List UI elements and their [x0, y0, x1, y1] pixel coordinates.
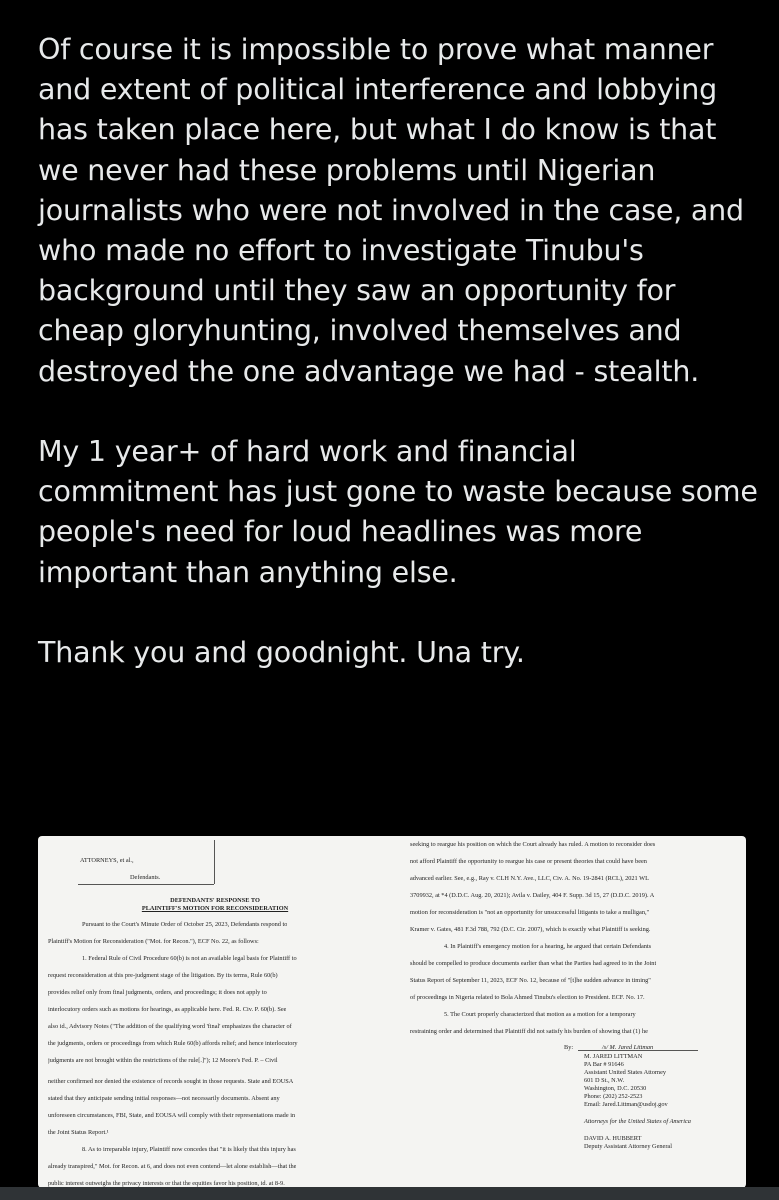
- doc-line: Plaintiff's Motion for Reconsideration ("Mot. for Recon."), ECF No. 22, as follows:: [48, 938, 259, 945]
- doc-line: neither confirmed nor denied the existence of records sought in those requests. State and EOUSA: [48, 1078, 294, 1085]
- post-paragraph-1: Of course it is impossible to prove what manner and extent of political interference and lobbying has taken place here, but what I do know is that we never had these problems until Nigerian journalists who were not involved in the case, and who made no effort to investigate Tinubu's background until they saw an opportunity for cheap gloryhunting, involved themselves and destroyed the one advantage we had - stealth.: [38, 33, 744, 388]
- doc-line: Status Report of September 11, 2023, ECF No. 12, because of "[t]he sudden advance in timing": [410, 977, 651, 984]
- doc-line: the judgments, orders or proceedings from which Rule 60(b) affords relief; and hence interlocutory: [48, 1040, 298, 1047]
- attached-document-image[interactable]: [38, 836, 746, 1188]
- post-paragraph-2: My 1 year+ of hard work and financial commitment has just gone to waste because some people's need for loud headlines was more important than anything else.: [38, 435, 758, 589]
- sig-addr1: 601 D St., N.W.: [584, 1077, 625, 1084]
- sig-name2: DAVID A. HUBBERT: [584, 1135, 642, 1142]
- caption-rule: [78, 884, 214, 885]
- doc-line: not afford Plaintiff the opportunity to reargue his case or present theories that could have been: [410, 858, 647, 865]
- doc-line: interlocutory orders such as motions for hearings, as applicable here. Fed. R. Civ. P. 60(b). See: [48, 1006, 287, 1013]
- doc-line: already transpired," Mot. for Recon. at 6, and does not even contend—let alone establish—that the: [48, 1163, 297, 1170]
- doc-line: judgments are not brought within the restrictions of the rule[.]"); 12 Moore's Fed. P. – Civil: [48, 1057, 278, 1064]
- doc-line: provides relief only from final judgments, orders, and proceedings; it does not apply to: [48, 989, 267, 996]
- sig-addr2: Washington, D.C. 20530: [584, 1085, 647, 1092]
- sig-title2: Deputy Assistant Attorney General: [584, 1143, 672, 1150]
- doc-line: also id., Advisory Notes ("The addition of the qualifying word 'final' emphasizes the character of: [48, 1023, 292, 1030]
- doc-line: 8. As to irreparable injury, Plaintiff now concedes that "it is likely that this injury has: [82, 1146, 296, 1153]
- doc-line: 1. Federal Rule of Civil Procedure 60(b) is not an available legal basis for Plaintiff to: [82, 955, 297, 962]
- doc-line: motion for reconsideration is "not an opportunity for unsuccessful litigants to take a mulligan,": [410, 909, 650, 916]
- caption-attorneys: ATTORNEYS, et al.,: [80, 857, 134, 864]
- heading-response: DEFENDANTS' RESPONSE TO: [170, 897, 260, 904]
- doc-line: restraining order and determined that Plaintiff did not satisfy his burden of showing that (1) he: [410, 1028, 648, 1035]
- doc-line: advanced earlier. See, e.g., Ray v. CLH N.Y. Ave., LLC, Civ. A. No. 19-2841 (RCL), 2021 WL: [410, 875, 649, 882]
- sig-title: Assistant United States Attorney: [584, 1069, 667, 1076]
- doc-line: 4. In Plaintiff's emergency motion for a hearing, he argued that certain Defendants: [444, 943, 652, 950]
- caption-defendants: Defendants.: [130, 874, 161, 881]
- bottom-divider: [0, 1187, 779, 1200]
- doc-line: request reconsideration at this pre-judgment stage of the litigation. By its terms, Rule 60(b): [48, 972, 278, 979]
- document-page-right: [392, 836, 746, 1188]
- caption-bracket: [214, 840, 215, 884]
- doc-line: the Joint Status Report.¹: [48, 1129, 109, 1136]
- heading-motion: PLAINTIFF'S MOTION FOR RECONSIDERATION: [141, 905, 289, 912]
- post-paragraph-3: Thank you and goodnight. Una try.: [38, 636, 525, 670]
- document-page-left: [38, 836, 392, 1188]
- doc-line: 3709932, at *4 (D.D.C. Aug. 20, 2021); Avila v. Dailey, 404 F. Supp. 3d 15, 27 (D.D.C. 2019). A: [410, 892, 655, 899]
- sig-by: By:: [564, 1044, 574, 1051]
- sig-attorneys: Attorneys for the United States of America: [584, 1118, 691, 1125]
- sig-signature: /s/ M. Jared Littman: [602, 1044, 654, 1051]
- sig-name: M. JARED LITTMAN: [584, 1053, 643, 1060]
- doc-line: should be compelled to produce documents earlier than what the Parties had agreed to in the Joint: [410, 960, 657, 967]
- doc-line: unforeseen circumstances, FBI, State, and EOUSA will comply with their representations made in: [48, 1112, 296, 1119]
- doc-line: 5. The Court properly characterized that motion as a motion for a temporary: [444, 1011, 636, 1018]
- sig-bar: PA Bar # 91646: [584, 1061, 624, 1068]
- doc-line: Kramer v. Gates, 481 F.3d 788, 792 (D.C. Cir. 2007), which is exactly what Plaintiff is seeking.: [410, 926, 651, 933]
- doc-line: seeking to reargue his position on which the Court already has ruled. A motion to reconsider does: [410, 841, 656, 848]
- sig-email: Email: Jared.Littman@usdoj.gov: [584, 1101, 668, 1108]
- sig-phone: Phone: (202) 252-2523: [584, 1093, 643, 1100]
- doc-line: of proceedings in Nigeria related to Bola Ahmed Tinubu's election to President. ECF. No. 17.: [410, 994, 645, 1001]
- doc-line: public interest outweighs the privacy interests or that the equities favor his position, id. at 8-9.: [48, 1180, 285, 1187]
- doc-line: stated that they anticipate sending initial responses—not necessarily documents. Absent any: [48, 1095, 280, 1102]
- doc-line: Pursuant to the Court's Minute Order of October 25, 2023, Defendants respond to: [82, 921, 288, 928]
- post-text: [38, 30, 763, 673]
